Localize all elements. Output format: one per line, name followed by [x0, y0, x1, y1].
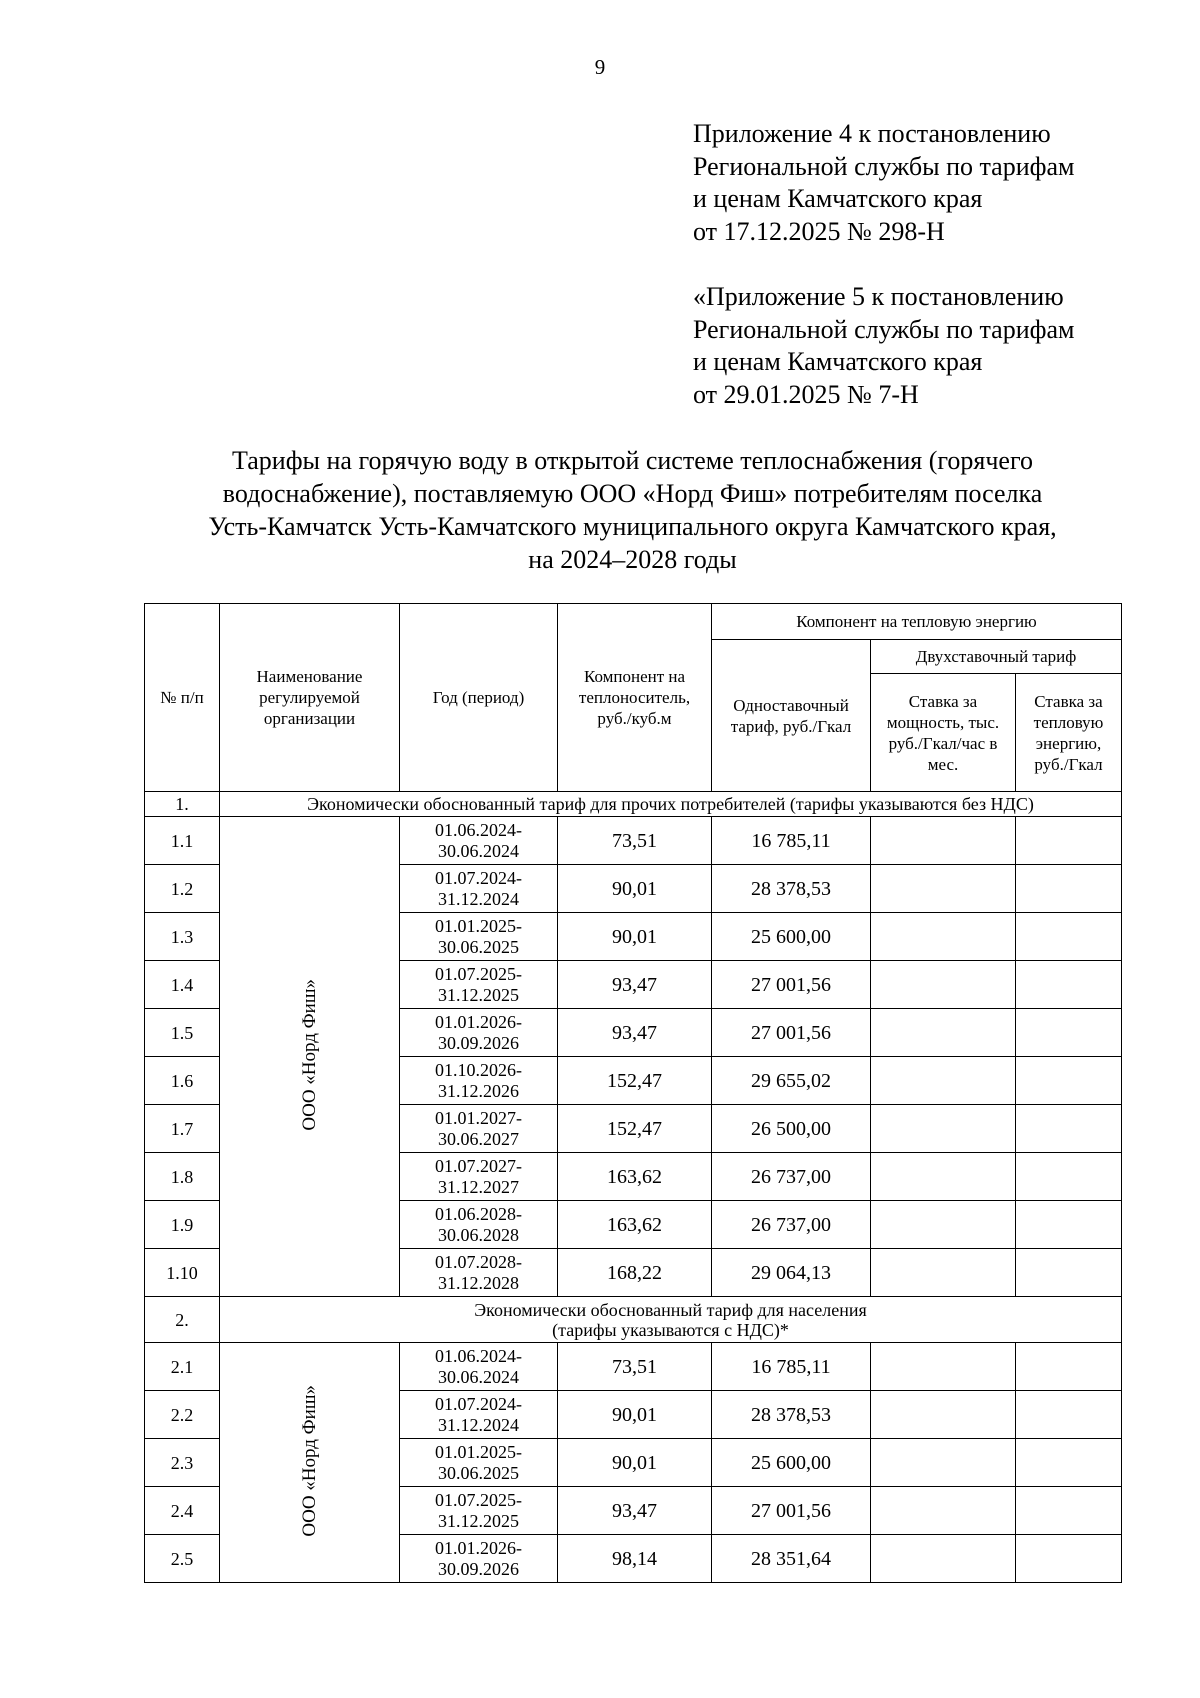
title-line: Усть-Камчатск Усть-Камчатского муниципального округа Камчатского края,	[208, 512, 1057, 541]
period-to: 30.06.2028	[438, 1224, 519, 1245]
period-cell	[400, 1343, 558, 1391]
capacity-rate-value	[871, 1201, 1016, 1249]
energy-rate-value	[1016, 1487, 1122, 1535]
energy-rate-value	[1016, 1391, 1122, 1439]
period-to: 31.12.2024	[438, 888, 519, 909]
header-two-rate: Двухставочный тариф	[871, 640, 1122, 674]
period-from: 01.01.2025-	[435, 915, 522, 936]
section-title-line: Экономически обоснованный тариф для населения	[474, 1299, 867, 1320]
organization-name: ООО «Норд Фиш»	[298, 1384, 320, 1537]
period-to: 30.09.2026	[438, 1558, 519, 1579]
period-to: 30.06.2024	[438, 1366, 519, 1387]
page-number: 9	[594, 55, 606, 79]
single-rate-value: 28 351,64	[712, 1535, 871, 1583]
coolant-value: 93,47	[558, 1487, 712, 1535]
coolant-value: 73,51	[558, 817, 712, 865]
organization-cell	[220, 817, 400, 1297]
single-rate-value: 29 655,02	[712, 1057, 871, 1105]
row-num: 2.4	[145, 1487, 220, 1535]
period-to: 30.06.2024	[438, 840, 519, 861]
coolant-value: 163,62	[558, 1201, 712, 1249]
period-to: 30.09.2026	[438, 1032, 519, 1053]
annex-previous-line: «Приложение 5 к постановлению	[693, 282, 1064, 311]
annex-current-line: и ценам Камчатского края	[693, 184, 983, 213]
annex-current-line: от 17.12.2025 № 298-Н	[693, 216, 945, 246]
single-rate-value: 28 378,53	[712, 1391, 871, 1439]
row-num: 1.1	[145, 817, 220, 865]
period-to: 30.06.2025	[438, 1462, 519, 1483]
period-to: 31.12.2025	[438, 984, 519, 1005]
row-num: 2.2	[145, 1391, 220, 1439]
title-line: на 2024–2028 годы	[528, 545, 737, 574]
header-capacity-rate: Ставка за мощность, тыс. руб./Гкал/час в мес.	[871, 674, 1016, 792]
section-num: 2.	[145, 1297, 220, 1343]
single-rate-value: 25 600,00	[712, 913, 871, 961]
coolant-value: 93,47	[558, 961, 712, 1009]
single-rate-value: 27 001,56	[712, 961, 871, 1009]
period-from: 01.10.2026-	[435, 1059, 522, 1080]
single-rate-value: 26 737,00	[712, 1201, 871, 1249]
row-num: 1.4	[145, 961, 220, 1009]
period-cell	[400, 865, 558, 913]
period-cell	[400, 913, 558, 961]
section-title	[220, 1297, 1122, 1343]
coolant-value: 152,47	[558, 1105, 712, 1153]
period-cell	[400, 1391, 558, 1439]
capacity-rate-value	[871, 865, 1016, 913]
period-cell	[400, 1009, 558, 1057]
coolant-value: 168,22	[558, 1249, 712, 1297]
coolant-value: 98,14	[558, 1535, 712, 1583]
energy-rate-value	[1016, 1153, 1122, 1201]
energy-rate-value	[1016, 1009, 1122, 1057]
period-cell	[400, 1105, 558, 1153]
tariff-table	[144, 603, 1122, 1583]
coolant-value: 90,01	[558, 1391, 712, 1439]
period-cell	[400, 1487, 558, 1535]
coolant-value: 152,47	[558, 1057, 712, 1105]
row-num: 1.6	[145, 1057, 220, 1105]
section-num: 1.	[145, 792, 220, 817]
capacity-rate-value	[871, 1009, 1016, 1057]
coolant-value: 73,51	[558, 1343, 712, 1391]
single-rate-value: 26 737,00	[712, 1153, 871, 1201]
period-from: 01.07.2028-	[435, 1251, 522, 1272]
energy-rate-value	[1016, 1439, 1122, 1487]
annex-current	[693, 118, 1173, 248]
title-line: водоснабжение), поставляемую ООО «Норд Фиш» потребителям поселка	[222, 479, 1043, 508]
single-rate-value: 25 600,00	[712, 1439, 871, 1487]
header-organization: Наименование регулируемой организации	[220, 604, 400, 792]
row-num: 1.10	[145, 1249, 220, 1297]
period-to: 31.12.2028	[438, 1272, 519, 1293]
header-single-rate: Одноставочный тариф, руб./Гкал	[712, 640, 871, 792]
period-to: 31.12.2024	[438, 1414, 519, 1435]
row-num: 1.9	[145, 1201, 220, 1249]
row-num: 1.7	[145, 1105, 220, 1153]
energy-rate-value	[1016, 865, 1122, 913]
annex-current-line: Приложение 4 к постановлению	[693, 119, 1051, 148]
energy-rate-value	[1016, 1535, 1122, 1583]
annex-previous-line: от 29.01.2025 № 7-Н	[693, 379, 919, 409]
period-from: 01.01.2026-	[435, 1011, 522, 1032]
capacity-rate-value	[871, 1105, 1016, 1153]
period-from: 01.07.2024-	[435, 1393, 522, 1414]
capacity-rate-value	[871, 961, 1016, 1009]
period-cell	[400, 1535, 558, 1583]
period-cell	[400, 1201, 558, 1249]
coolant-value: 93,47	[558, 1009, 712, 1057]
annex-previous	[693, 281, 1173, 411]
period-cell	[400, 1153, 558, 1201]
period-to: 31.12.2026	[438, 1080, 519, 1101]
row-num: 2.5	[145, 1535, 220, 1583]
single-rate-value: 16 785,11	[712, 1343, 871, 1391]
period-to: 31.12.2027	[438, 1176, 519, 1197]
table-row	[145, 1343, 1122, 1391]
header-row	[145, 604, 1122, 640]
coolant-value: 90,01	[558, 1439, 712, 1487]
period-cell	[400, 961, 558, 1009]
coolant-value: 163,62	[558, 1153, 712, 1201]
organization-name: ООО «Норд Фиш»	[298, 978, 320, 1131]
period-from: 01.07.2024-	[435, 867, 522, 888]
single-rate-value: 16 785,11	[712, 817, 871, 865]
row-num: 1.3	[145, 913, 220, 961]
header-coolant-component: Компонент на теплоноситель, руб./куб.м	[558, 604, 712, 792]
period-cell	[400, 817, 558, 865]
period-from: 01.06.2028-	[435, 1203, 522, 1224]
period-from: 01.01.2025-	[435, 1441, 522, 1462]
period-to: 30.06.2025	[438, 936, 519, 957]
capacity-rate-value	[871, 817, 1016, 865]
single-rate-value: 28 378,53	[712, 865, 871, 913]
period-from: 01.07.2025-	[435, 1489, 522, 1510]
capacity-rate-value	[871, 1249, 1016, 1297]
row-num: 1.8	[145, 1153, 220, 1201]
single-rate-value: 27 001,56	[712, 1487, 871, 1535]
annex-previous-line: Региональной службы по тарифам	[693, 314, 1075, 344]
section-title: Экономически обоснованный тариф для прочих потребителей (тарифы указываются без НДС)	[220, 792, 1122, 817]
period-from: 01.07.2025-	[435, 963, 522, 984]
energy-rate-value	[1016, 817, 1122, 865]
single-rate-value: 29 064,13	[712, 1249, 871, 1297]
energy-rate-value	[1016, 1105, 1122, 1153]
single-rate-value: 27 001,56	[712, 1009, 871, 1057]
period-cell	[400, 1057, 558, 1105]
table-row	[145, 817, 1122, 865]
energy-rate-value	[1016, 961, 1122, 1009]
header-energy-rate: Ставка за тепловую энергию, руб./Гкал	[1016, 674, 1122, 792]
period-cell	[400, 1249, 558, 1297]
period-cell	[400, 1439, 558, 1487]
period-from: 01.06.2024-	[435, 819, 522, 840]
organization-cell	[220, 1343, 400, 1583]
capacity-rate-value	[871, 1439, 1016, 1487]
energy-rate-value	[1016, 1057, 1122, 1105]
single-rate-value: 26 500,00	[712, 1105, 871, 1153]
section-row	[145, 1297, 1122, 1343]
capacity-rate-value	[871, 1487, 1016, 1535]
coolant-value: 90,01	[558, 913, 712, 961]
period-from: 01.01.2026-	[435, 1537, 522, 1558]
energy-rate-value	[1016, 913, 1122, 961]
capacity-rate-value	[871, 1153, 1016, 1201]
energy-rate-value	[1016, 1343, 1122, 1391]
period-from: 01.01.2027-	[435, 1107, 522, 1128]
period-from: 01.07.2027-	[435, 1155, 522, 1176]
energy-rate-value	[1016, 1249, 1122, 1297]
title-line: Тарифы на горячую воду в открытой системе теплоснабжения (горячего	[232, 446, 1033, 475]
row-num: 1.2	[145, 865, 220, 913]
annex-previous-line: и ценам Камчатского края	[693, 347, 983, 376]
row-num: 2.1	[145, 1343, 220, 1391]
capacity-rate-value	[871, 1057, 1016, 1105]
capacity-rate-value	[871, 913, 1016, 961]
document-title	[145, 444, 1120, 576]
row-num: 1.5	[145, 1009, 220, 1057]
section-title-line: (тарифы указываются с НДС)*	[552, 1319, 789, 1340]
capacity-rate-value	[871, 1391, 1016, 1439]
period-to: 30.06.2027	[438, 1128, 519, 1149]
period-to: 31.12.2025	[438, 1510, 519, 1531]
header-period: Год (период)	[400, 604, 558, 792]
capacity-rate-value	[871, 1343, 1016, 1391]
row-num: 2.3	[145, 1439, 220, 1487]
annex-current-line: Региональной службы по тарифам	[693, 151, 1075, 181]
capacity-rate-value	[871, 1535, 1016, 1583]
coolant-value: 90,01	[558, 865, 712, 913]
period-from: 01.06.2024-	[435, 1345, 522, 1366]
header-num: № п/п	[145, 604, 220, 792]
section-row	[145, 792, 1122, 817]
header-thermal-component: Компонент на тепловую энергию	[712, 604, 1122, 640]
energy-rate-value	[1016, 1201, 1122, 1249]
